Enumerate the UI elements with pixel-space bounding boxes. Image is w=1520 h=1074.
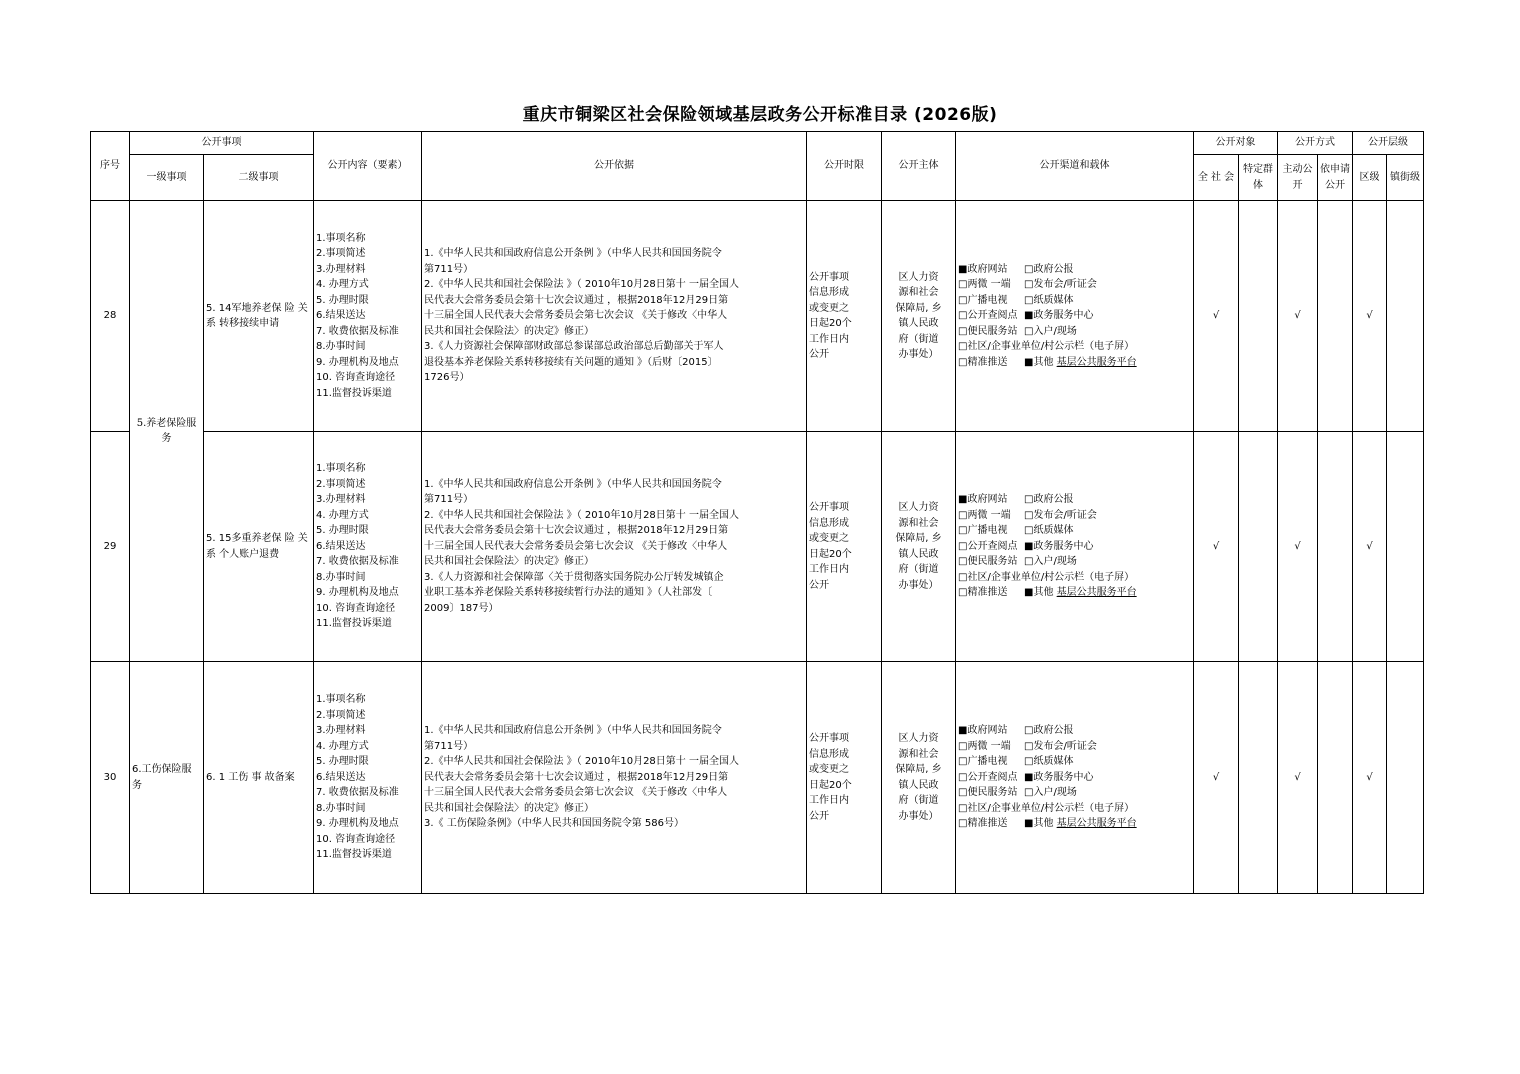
row-basis	[422, 662, 807, 894]
cell-line: 公开	[809, 579, 829, 591]
cell-line: 保障局, 乡	[895, 533, 942, 544]
row-basis	[422, 201, 807, 432]
cell-line: 镇人民政	[898, 548, 939, 560]
cell-line: 1.《中华人民共和国政府信息公开条例 》（中华人民共和国国务院令	[424, 478, 722, 490]
cell-line: 1.《中华人民共和国政府信息公开条例 》（中华人民共和国国务院令	[424, 725, 722, 737]
cell-line: 信息形成	[809, 748, 849, 760]
cell-line: 1.事项名称	[316, 463, 366, 475]
channel-gov-site: ■政府网站	[958, 494, 1008, 506]
row-level2: 5. 15多重养老保 险 关 系 个人账户退费	[204, 432, 314, 662]
cell-line: 业职工基本养老保险关系转移接续暂行办法的通知 》（人社部发〔	[424, 587, 713, 599]
cell-line: 2.《中华人民共和国社会保险法 》（ 2010年10月28日第十 一届全国人	[424, 756, 739, 768]
channel-query-point: □公开查阅点	[958, 310, 1018, 322]
channel-broadcast: □广播电视	[958, 756, 1008, 768]
cell-line: 民共和国社会保险法〉的决定》修正）	[424, 325, 594, 337]
header-level2: 二级事项	[204, 155, 314, 201]
cell-line: 十三届全国人民代表大会常务委员会第七次会议 《关于修改〈中华人	[424, 787, 728, 799]
header-level-town: 镇街级	[1387, 155, 1424, 201]
channel-paper: □纸质媒体	[1024, 294, 1074, 306]
cell-line: 11.监督投诉渠道	[316, 618, 392, 630]
channel-press: □发布会/听证会	[1024, 740, 1097, 752]
cell-line: 日起20个	[809, 318, 852, 329]
cell-line: 2.事项简述	[316, 709, 366, 721]
header-target-specific: 特定群体	[1239, 155, 1278, 201]
check-town	[1387, 662, 1424, 894]
channel-push: □精准推送	[958, 587, 1008, 599]
channel-press: □发布会/听证会	[1024, 509, 1097, 521]
cell-line: 8.办事时间	[316, 571, 366, 583]
cell-line: 或变更之	[809, 764, 849, 775]
channel-two-micro: □两微 一端	[958, 740, 1011, 752]
check-all: √	[1194, 432, 1239, 662]
row-channels	[956, 662, 1194, 894]
cell-line: 9. 办理机构及地点	[316, 587, 399, 599]
check-town	[1387, 201, 1424, 432]
cell-line: 3.《人力资源和社会保障部〈关于贯彻落实国务院办公厅转发城镇企	[424, 571, 724, 583]
row-content	[314, 201, 422, 432]
channel-service-station: □便民服务站	[958, 556, 1018, 568]
row-subject	[882, 432, 956, 662]
cell-line: 日起20个	[809, 779, 852, 791]
cell-line: 保障局, 乡	[895, 764, 942, 775]
cell-line: 第711号）	[424, 494, 474, 506]
check-request	[1318, 662, 1353, 894]
cell-line: 办事处）	[898, 810, 939, 822]
table-row	[91, 432, 1424, 662]
channel-community: □社区/企事业单位/村公示栏（电子屏）	[958, 802, 1135, 814]
cell-line: 3.《人力资源社会保障部财政部总参谋部总政治部总后勤部关于军人	[424, 341, 724, 353]
cell-line: 7. 收费依据及标准	[316, 325, 399, 337]
channel-push: □精准推送	[958, 818, 1008, 830]
row-level2: 6. 1 工伤 事 故备案	[204, 662, 314, 894]
header-subject: 公开主体	[882, 132, 956, 201]
cell-line: 公开	[809, 810, 829, 822]
row-content	[314, 662, 422, 894]
header-mode-group: 公开方式	[1278, 132, 1353, 155]
row-time	[807, 201, 882, 432]
cell-line: 区人力资	[898, 733, 939, 744]
channel-service-center: ■政务服务中心	[1024, 771, 1094, 783]
cell-line: 4. 办理方式	[316, 279, 369, 291]
cell-line: 7. 收费依据及标准	[316, 787, 399, 799]
cell-line: 6.结果送达	[316, 771, 366, 783]
cell-line: 5. 办理时限	[316, 756, 369, 768]
channel-gov-gazette: □政府公报	[1024, 263, 1074, 275]
check-active: √	[1278, 201, 1318, 432]
cell-line: 7. 收费依据及标准	[316, 556, 399, 568]
cell-line: 镇人民政	[898, 779, 939, 791]
header-items-group: 公开事项	[130, 132, 314, 155]
channel-door: □入户/现场	[1024, 787, 1077, 799]
cell-line: 民共和国社会保险法〉的决定》修正）	[424, 556, 594, 568]
channel-paper: □纸质媒体	[1024, 525, 1074, 537]
channel-service-station: □便民服务站	[958, 787, 1018, 799]
row-level1-merged: 5.养老保险服务	[130, 201, 204, 662]
cell-line: 11.监督投诉渠道	[316, 849, 392, 861]
cell-line: 1.事项名称	[316, 694, 366, 706]
table-row	[91, 201, 1424, 432]
header-level-district: 区级	[1353, 155, 1387, 201]
check-district: √	[1353, 662, 1387, 894]
check-district: √	[1353, 432, 1387, 662]
cell-line: 源和社会	[898, 517, 939, 529]
channel-gov-gazette: □政府公报	[1024, 725, 1074, 737]
row-channels	[956, 201, 1194, 432]
cell-line: 源和社会	[898, 287, 939, 298]
cell-line: 公开事项	[809, 271, 849, 283]
row-level2: 5. 14军地养老保 险 关 系 转移接续申请	[204, 201, 314, 432]
header-seq: 序号	[91, 132, 130, 201]
table-row	[91, 662, 1424, 894]
channel-query-point: □公开查阅点	[958, 540, 1018, 552]
cell-line: 6.结果送达	[316, 310, 366, 322]
channel-platform: 基层公共服务平台	[1056, 818, 1137, 830]
channel-platform: 基层公共服务平台	[1056, 356, 1137, 368]
cell-line: 2.《中华人民共和国社会保险法 》（ 2010年10月28日第十 一届全国人	[424, 279, 739, 291]
row-time	[807, 432, 882, 662]
cell-line: 或变更之	[809, 533, 849, 544]
cell-line: 3.《 工伤保险条例》（中华人民共和国国务院令第 586号）	[424, 818, 684, 830]
cell-line: 公开事项	[809, 502, 849, 513]
row-seq: 28	[91, 201, 130, 432]
cell-line: 十三届全国人民代表大会常务委员会第七次会议 《关于修改〈中华人	[424, 540, 728, 552]
channel-other: ■其他	[1024, 818, 1054, 830]
header-mode-active: 主动公开	[1278, 155, 1318, 201]
cell-line: 8.办事时间	[316, 341, 366, 353]
cell-line: 5. 办理时限	[316, 294, 369, 306]
row-time	[807, 662, 882, 894]
cell-line: 区人力资	[898, 271, 939, 283]
check-active: √	[1278, 662, 1318, 894]
cell-line: 信息形成	[809, 287, 849, 298]
page-title: 重庆市铜梁区社会保险领域基层政务公开标准目录 (2026版)	[522, 105, 998, 125]
cell-line: 退役基本养老保险关系转移接续有关问题的通知 》（后财〔2015〕	[424, 356, 718, 368]
channel-platform: 基层公共服务平台	[1056, 587, 1137, 599]
check-district: √	[1353, 201, 1387, 432]
row-subject	[882, 201, 956, 432]
check-all: √	[1194, 662, 1239, 894]
channel-other: ■其他	[1024, 587, 1054, 599]
cell-line: 3.办理材料	[316, 263, 366, 275]
channel-two-micro: □两微 一端	[958, 279, 1011, 291]
channel-service-center: ■政务服务中心	[1024, 540, 1094, 552]
header-content: 公开内容（要素）	[314, 132, 422, 201]
row-seq: 30	[91, 662, 130, 894]
cell-line: 民代表大会常务委员会第十七次会议通过 ，根据2018年12月29日第	[424, 525, 729, 537]
header-target-all: 全 社 会	[1194, 155, 1239, 201]
channel-paper: □纸质媒体	[1024, 756, 1074, 768]
header-mode-request: 依申请公开	[1318, 155, 1353, 201]
channel-push: □精准推送	[958, 356, 1008, 368]
cell-line: 1726号）	[424, 372, 470, 384]
channel-other: ■其他	[1024, 356, 1054, 368]
row-level1: 6.工伤保险服务	[130, 662, 204, 894]
cell-line: 4. 办理方式	[316, 740, 369, 752]
cell-line: 3.办理材料	[316, 494, 366, 506]
channel-service-center: ■政务服务中心	[1024, 310, 1094, 322]
header-target-group: 公开对象	[1194, 132, 1278, 155]
check-specific	[1239, 432, 1278, 662]
check-all: √	[1194, 201, 1239, 432]
catalog-table	[90, 131, 1424, 894]
row-content	[314, 432, 422, 662]
cell-line: 第711号）	[424, 740, 474, 752]
header-basis: 公开依据	[422, 132, 807, 201]
row-channels	[956, 432, 1194, 662]
channel-gov-site: ■政府网站	[958, 725, 1008, 737]
channel-broadcast: □广播电视	[958, 294, 1008, 306]
cell-line: 9. 办理机构及地点	[316, 818, 399, 830]
cell-line: 3.办理材料	[316, 725, 366, 737]
cell-line: 2009〕187号）	[424, 602, 499, 614]
channel-door: □入户/现场	[1024, 325, 1077, 337]
row-basis	[422, 432, 807, 662]
header-time: 公开时限	[807, 132, 882, 201]
cell-line: 工作日内	[809, 564, 849, 575]
cell-line: 8.办事时间	[316, 802, 366, 814]
header-channels: 公开渠道和载体	[956, 132, 1194, 201]
cell-line: 源和社会	[898, 748, 939, 760]
cell-line: 10. 咨询查询途径	[316, 833, 396, 845]
check-specific	[1239, 201, 1278, 432]
cell-line: 府（街道	[898, 795, 939, 806]
cell-line: 第711号）	[424, 263, 474, 275]
channel-community: □社区/企事业单位/村公示栏（电子屏）	[958, 571, 1135, 583]
cell-line: 日起20个	[809, 548, 852, 560]
cell-line: 5. 办理时限	[316, 525, 369, 537]
cell-line: 1.事项名称	[316, 232, 366, 244]
cell-line: 公开事项	[809, 733, 849, 744]
channel-door: □入户/现场	[1024, 556, 1077, 568]
channel-press: □发布会/听证会	[1024, 279, 1097, 291]
cell-line: 2.《中华人民共和国社会保险法 》（ 2010年10月28日第十 一届全国人	[424, 509, 739, 521]
cell-line: 10. 咨询查询途径	[316, 372, 396, 384]
check-request	[1318, 201, 1353, 432]
header-level1: 一级事项	[130, 155, 204, 201]
cell-line: 区人力资	[898, 502, 939, 513]
cell-line: 镇人民政	[898, 318, 939, 329]
row-subject	[882, 662, 956, 894]
cell-line: 保障局, 乡	[895, 302, 942, 314]
cell-line: 信息形成	[809, 517, 849, 529]
check-active: √	[1278, 432, 1318, 662]
channel-two-micro: □两微 一端	[958, 509, 1011, 521]
cell-line: 9. 办理机构及地点	[316, 356, 399, 368]
channel-community: □社区/企事业单位/村公示栏（电子屏）	[958, 341, 1135, 353]
row-seq: 29	[91, 432, 130, 662]
cell-line: 2.事项简述	[316, 478, 366, 490]
cell-line: 府（街道	[898, 333, 939, 345]
cell-line: 10. 咨询查询途径	[316, 602, 396, 614]
cell-line: 或变更之	[809, 302, 849, 314]
check-request	[1318, 432, 1353, 662]
cell-line: 6.结果送达	[316, 540, 366, 552]
channel-gov-site: ■政府网站	[958, 263, 1008, 275]
cell-line: 府（街道	[898, 564, 939, 575]
check-specific	[1239, 662, 1278, 894]
cell-line: 2.事项简述	[316, 248, 366, 260]
cell-line: 民代表大会常务委员会第十七次会议通过 ，根据2018年12月29日第	[424, 771, 729, 783]
cell-line: 工作日内	[809, 795, 849, 806]
cell-line: 民共和国社会保险法〉的决定》修正）	[424, 802, 594, 814]
cell-line: 办事处）	[898, 349, 939, 360]
cell-line: 11.监督投诉渠道	[316, 387, 392, 399]
check-town	[1387, 432, 1424, 662]
cell-line: 民代表大会常务委员会第十七次会议通过 ，根据2018年12月29日第	[424, 294, 729, 306]
channel-query-point: □公开查阅点	[958, 771, 1018, 783]
cell-line: 工作日内	[809, 333, 849, 345]
channel-service-station: □便民服务站	[958, 325, 1018, 337]
channel-broadcast: □广播电视	[958, 525, 1008, 537]
cell-line: 公开	[809, 349, 829, 360]
cell-line: 1.《中华人民共和国政府信息公开条例 》（中华人民共和国国务院令	[424, 248, 722, 260]
header-level-group: 公开层级	[1353, 132, 1424, 155]
cell-line: 4. 办理方式	[316, 509, 369, 521]
cell-line: 办事处）	[898, 579, 939, 591]
cell-line: 十三届全国人民代表大会常务委员会第七次会议 《关于修改〈中华人	[424, 310, 728, 322]
channel-gov-gazette: □政府公报	[1024, 494, 1074, 506]
